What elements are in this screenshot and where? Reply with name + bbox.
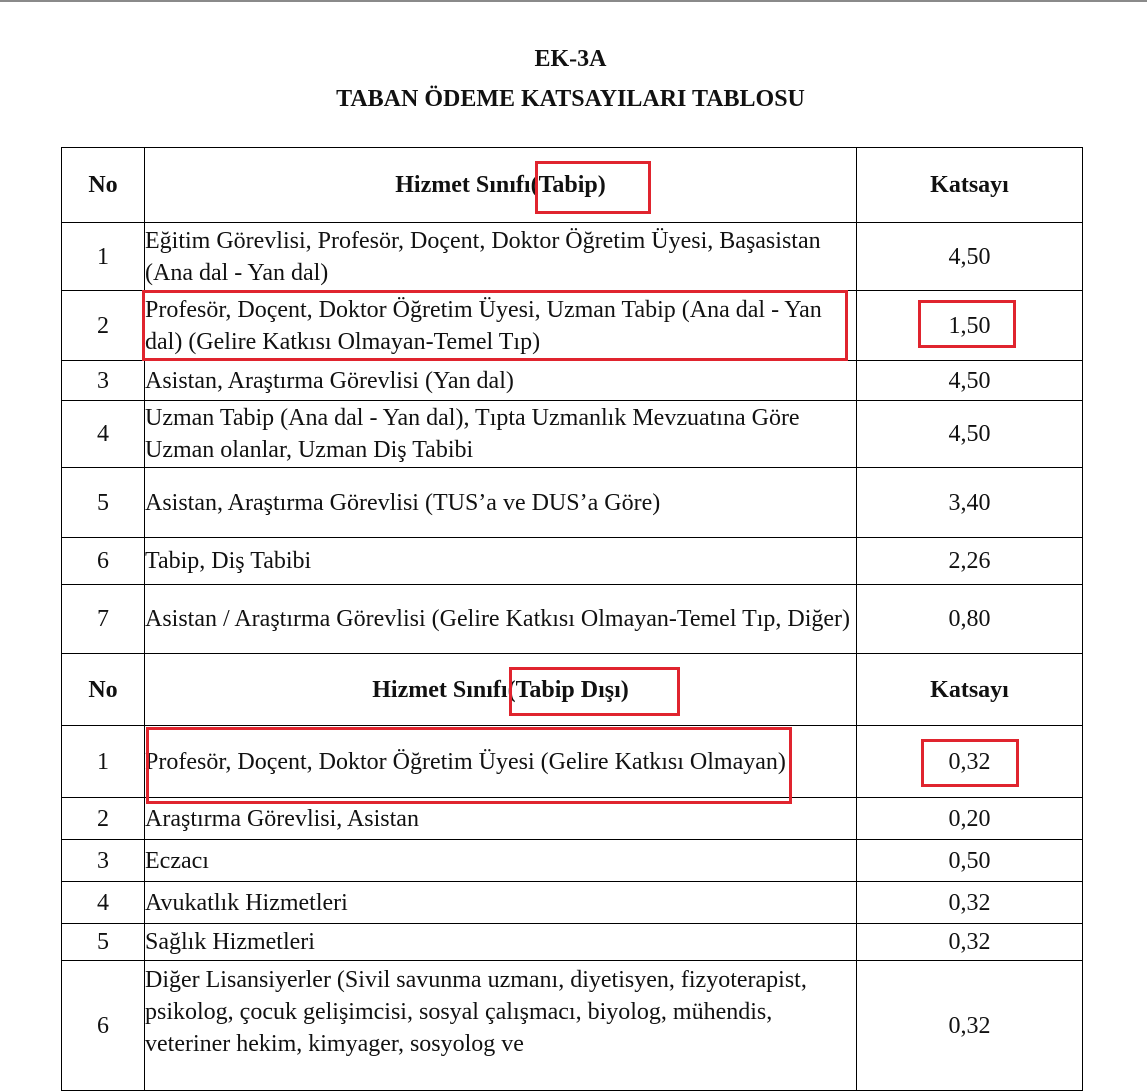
table-row xyxy=(62,468,1083,538)
row-no: 3 xyxy=(62,361,145,401)
row-no: 3 xyxy=(62,840,145,882)
table-header-row xyxy=(62,654,1083,726)
row-value: 0,32 xyxy=(857,726,1083,798)
header-hizmet-label: Hizmet Sınıfı xyxy=(372,676,508,703)
row-no: 2 xyxy=(62,291,145,361)
header-group-tabip: (Tabip) xyxy=(530,172,606,198)
coefficient-table xyxy=(61,147,1083,1091)
row-value: 4,50 xyxy=(857,223,1083,291)
row-no: 4 xyxy=(62,882,145,924)
row-no: 5 xyxy=(62,924,145,961)
row-no: 1 xyxy=(62,726,145,798)
table-row xyxy=(62,726,1083,798)
row-value: 1,50 xyxy=(857,291,1083,361)
header-no: No xyxy=(62,654,145,726)
table-row xyxy=(62,924,1083,961)
header-katsayi: Katsayı xyxy=(857,148,1083,223)
row-description: Uzman Tabip (Ana dal - Yan dal), Tıpta Uzmanlık Mevzuatına Göre Uzman olanlar, Uzman Diş Tabibi xyxy=(145,401,857,468)
top-border-line xyxy=(0,0,1147,2)
row-description: Eczacı xyxy=(145,840,857,882)
header-hizmet-label: Hizmet Sınıfı xyxy=(395,172,531,198)
row-description: Sağlık Hizmetleri xyxy=(145,924,857,961)
row-value: 2,26 xyxy=(857,538,1083,585)
row-value: 0,80 xyxy=(857,585,1083,654)
row-no: 4 xyxy=(62,401,145,468)
row-value: 3,40 xyxy=(857,468,1083,538)
table-row xyxy=(62,361,1083,401)
row-value: 4,50 xyxy=(857,401,1083,468)
row-no: 7 xyxy=(62,585,145,654)
row-description: Tabip, Diş Tabibi xyxy=(145,538,857,585)
row-description: Araştırma Görevlisi, Asistan xyxy=(145,798,857,840)
row-value: 0,32 xyxy=(857,882,1083,924)
header-group-tabip-disi: (Tabip Dışı) xyxy=(507,676,629,703)
row-description: Diğer Lisansiyerler (Sivil savunma uzmanı, diyetisyen, fizyoterapist, psikolog, çocuk gelişimcisi, sosyal çalışmacı, biyolog, mühendis, veteriner hekim, kimyager, sosyolog ve xyxy=(145,961,857,1091)
row-description: Eğitim Görevlisi, Profesör, Doçent, Doktor Öğretim Üyesi, Başasistan (Ana dal - Yan dal) xyxy=(145,223,857,291)
row-value: 0,32 xyxy=(857,961,1083,1091)
table-row xyxy=(62,961,1083,1091)
header-no: No xyxy=(62,148,145,223)
table-header-row xyxy=(62,148,1083,223)
table-row xyxy=(62,840,1083,882)
table-row xyxy=(62,585,1083,654)
row-description: Profesör, Doçent, Doktor Öğretim Üyesi, Uzman Tabip (Ana dal - Yan dal) (Gelire Katkısı Olmayan-Temel Tıp) xyxy=(145,291,857,361)
row-no: 1 xyxy=(62,223,145,291)
row-description: Avukatlık Hizmetleri xyxy=(145,882,857,924)
row-description: Asistan, Araştırma Görevlisi (Yan dal) xyxy=(145,361,857,401)
table-row xyxy=(62,401,1083,468)
table-row xyxy=(62,538,1083,585)
table-row xyxy=(62,798,1083,840)
table-row xyxy=(62,291,1083,361)
document-code: EK-3A xyxy=(534,46,607,72)
row-value: 0,32 xyxy=(857,924,1083,961)
row-no: 5 xyxy=(62,468,145,538)
document-title: TABAN ÖDEME KATSAYILARI TABLOSU xyxy=(336,86,805,112)
table-row xyxy=(62,882,1083,924)
header-hizmet-sinifi xyxy=(145,148,857,223)
row-value: 0,50 xyxy=(857,840,1083,882)
row-description: Asistan / Araştırma Görevlisi (Gelire Katkısı Olmayan-Temel Tıp, Diğer) xyxy=(145,585,857,654)
row-no: 6 xyxy=(62,538,145,585)
header-katsayi: Katsayı xyxy=(857,654,1083,726)
row-value: 0,20 xyxy=(857,798,1083,840)
row-no: 6 xyxy=(62,961,145,1091)
row-description: Asistan, Araştırma Görevlisi (TUS’a ve DUS’a Göre) xyxy=(145,468,857,538)
table-row xyxy=(62,223,1083,291)
row-no: 2 xyxy=(62,798,145,840)
row-description: Profesör, Doçent, Doktor Öğretim Üyesi (Gelire Katkısı Olmayan) xyxy=(145,726,857,798)
header-hizmet-sinifi xyxy=(145,654,857,726)
row-value: 4,50 xyxy=(857,361,1083,401)
